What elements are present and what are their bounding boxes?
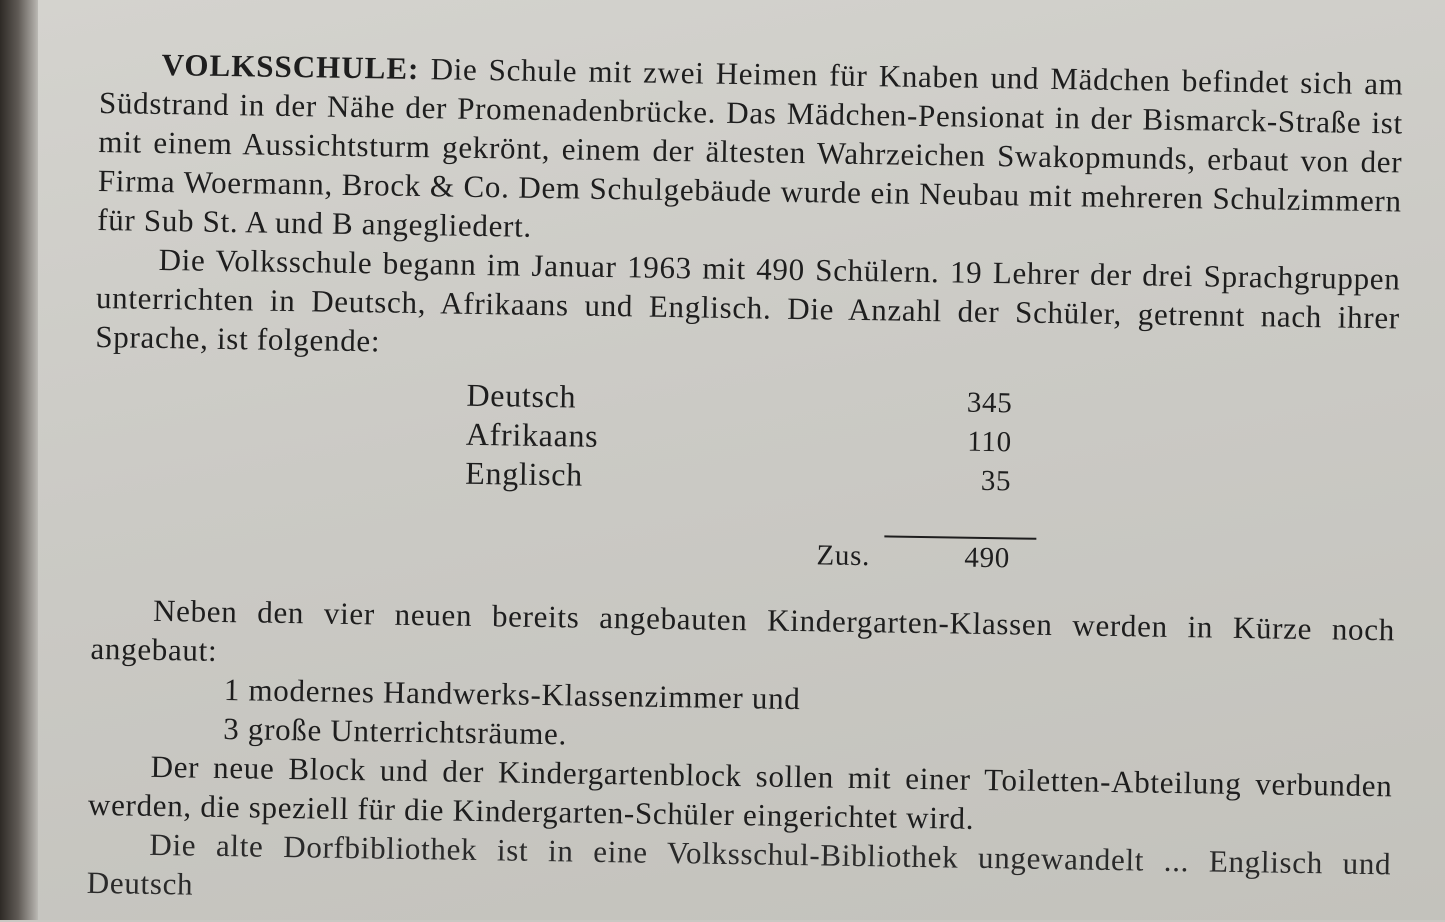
paragraph-kindergarten: Neben den vier neuen bereits angebauten Kindergarten-Klassen werden in Kürze noch angebaut: [90,592,1396,668]
language-cell: Englisch [465,454,584,493]
total-value: 490 [964,541,1011,575]
page-text [87,44,1404,922]
paragraph-1-text: Die Schule mit zwei Heimen für Knaben und Mädchen befindet sich am Südstrand in der Nähe der Promenadenbrücke. Das Mädchen-Pensionat in der Bismarck-Straße ist mit einem Aussichtsturm gekrönt, einem der ältesten Wahrzeichen Swakopmunds, erbaut von der Firma Woermann, Brock & Co. Dem Schulgebäude wurde ein Neubau mit mehreren Schulzimmern für Sub St. A und B angegliedert. [96,51,1404,244]
pupil-count-table [464,376,1039,579]
list-item: 1 modernes Handwerks-Klassenzimmer und [223,672,801,717]
count-cell: 345 [966,386,1013,420]
book-spine-shadow [0,0,40,920]
paragraph-library-cutoff: Die alte Dorfbibliothek ist in eine Volksschul-Bibliothek ungewandelt ... Englisch und Deutsch [86,826,1392,902]
count-cell: 110 [967,425,1013,459]
count-cell: 35 [980,464,1012,498]
paragraph-toilets: Der neue Block und der Kindergartenblock sollen mit einer Toiletten-Abteilung verbunden werden, die speziell für die Kindergarten-Schüler eingerichtet wird. [87,748,1393,836]
section-heading: VOLKSSCHULE: [161,46,420,87]
language-cell: Deutsch [466,376,577,415]
list-item: 3 große Unterrichtsräume. [222,711,568,752]
total-label: Zus. [816,539,871,573]
paragraph-enrollment: Die Volksschule begann im Januar 1963 mit 490 Schülern. 19 Lehrer der drei Sprachgruppen unterrichten in Deutsch, Afrikaans und Englisch. Die Anzahl der Schüler, getrennt nach ihrer Sprache, ist folgende: [95,241,1401,359]
language-cell: Afrikaans [465,415,599,454]
paragraph-volksschule [97,44,1404,259]
